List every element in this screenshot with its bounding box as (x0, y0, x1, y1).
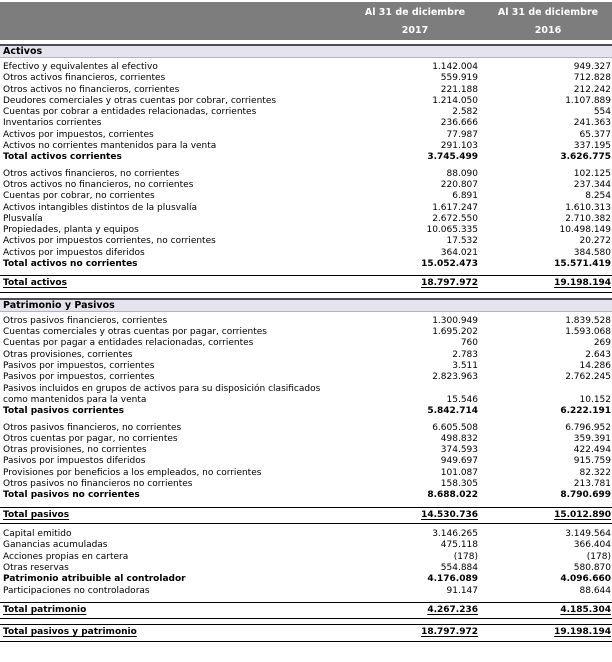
section-activos (0, 44, 612, 293)
header-col-2016-year: 2016 (534, 25, 562, 36)
value-2016: 213.781 (573, 479, 611, 489)
value-2017: 15.052.473 (421, 259, 478, 270)
row-label-line1: Pasivos incluidos en grupos de activos para su disposición clasificados (3, 383, 321, 394)
value-2017: 15.546 (446, 394, 478, 405)
table-row (0, 350, 612, 361)
row-label: Otros cuentas por pagar, no corrientes (3, 433, 178, 444)
table-row (0, 529, 612, 540)
value-2017: 760 (460, 338, 478, 349)
row-label: Patrimonio atribuible al controlador (3, 574, 186, 585)
value-2017: 498.832 (440, 433, 478, 444)
row-label: Activos no corrientes mantenidos para la venta (3, 141, 217, 152)
row-label: Total activos no corrientes (3, 259, 138, 270)
row-label: Activos por impuestos, corrientes (3, 129, 154, 140)
row-label: Otros pasivos no financieros no corrientes (3, 479, 193, 489)
row-label: Total pasivos (3, 509, 70, 520)
value-2016: 237.344 (573, 179, 611, 190)
section-title-patrimonio-y-pasivos (0, 298, 612, 312)
value-2017: 475.118 (440, 540, 478, 551)
value-2016: 2.762.245 (565, 372, 611, 383)
value-2016: 712.828 (573, 73, 611, 84)
row-label: Cuentas por cobrar, no corrientes (3, 191, 155, 202)
table-row (0, 141, 612, 152)
value-2016: 88.644 (579, 585, 611, 596)
value-2016: 19.198.194 (554, 278, 611, 289)
row-label: Otras provisiones, no corrientes (3, 445, 147, 456)
row-label: Otros pasivos financieros, corrientes (3, 315, 168, 326)
value-2017: 18.797.972 (421, 278, 478, 289)
row-label: Provisiones por beneficios a los empleados, no corrientes (3, 467, 262, 478)
value-2016: 10.152 (579, 394, 611, 405)
value-2016: 1.593.068 (565, 327, 611, 338)
row-label: Acciones propias en cartera (3, 551, 129, 562)
table-row (0, 316, 612, 327)
row-label: Total activos corrientes (3, 152, 122, 163)
row-group (0, 507, 612, 525)
section-patrimonio-y-pasivos (0, 298, 612, 642)
value-2016: 3.149.564 (565, 529, 611, 540)
row-label: Pasivos por impuestos, corrientes (3, 372, 155, 383)
row-label: Participaciones no controladoras (3, 585, 150, 596)
table-row (0, 574, 612, 585)
header-col-2016-caption: Al 31 de diciembre (497, 7, 599, 18)
table-row (0, 468, 612, 479)
value-2016: 14.286 (579, 361, 611, 372)
value-2016: (178) (586, 551, 611, 562)
value-2017: 364.021 (440, 247, 478, 258)
row-group (0, 316, 612, 418)
section-title-label: Activos (3, 46, 43, 57)
row-group (0, 275, 612, 293)
value-2017: 3.745.499 (427, 152, 478, 163)
value-2016: 102.125 (573, 168, 611, 179)
row-group (0, 529, 612, 597)
row-label: Pasivos por impuestos, corrientes (3, 361, 155, 372)
section-title-label: Patrimonio y Pasivos (3, 299, 115, 311)
table-row (0, 563, 612, 574)
value-2016: 554 (593, 107, 611, 118)
table-row (0, 275, 612, 293)
value-2016: 15.571.419 (554, 259, 611, 270)
value-2017: 236.666 (440, 118, 478, 129)
value-2016: 2.643 (585, 349, 611, 360)
row-label: Otros activos financieros, no corrientes (3, 168, 180, 179)
table-row (0, 327, 612, 338)
value-2017: 3.146.265 (432, 529, 478, 540)
value-2016: 20.272 (579, 236, 611, 247)
value-2017: 91.147 (446, 585, 478, 596)
value-2016: 241.363 (573, 118, 611, 129)
row-label (0, 384, 352, 407)
row-label: Otros activos no financieros, no corrientes (3, 179, 194, 190)
value-2017: 101.087 (440, 467, 478, 478)
row-label: Deudores comerciales y otras cuentas por cobrar, corrientes (3, 95, 277, 106)
value-2017: 1.300.949 (432, 315, 478, 326)
row-label-line2: como mantenidos para la venta (3, 394, 147, 405)
value-2017: 2.783 (452, 349, 478, 360)
row-label: Activos por impuestos diferidos (3, 247, 145, 258)
row-label: Total patrimonio (3, 604, 87, 615)
row-label: Plusvalía (3, 213, 43, 224)
value-2016: 384.580 (573, 247, 611, 258)
value-2017: 1.617.247 (432, 202, 478, 213)
table-row (0, 624, 612, 642)
table-row (0, 445, 612, 456)
value-2017: 2.582 (452, 107, 478, 118)
table-row (0, 479, 612, 490)
value-2016: 212.242 (573, 84, 611, 95)
table-row (0, 384, 612, 407)
table-row (0, 456, 612, 467)
value-2017: 3.511 (452, 361, 478, 372)
value-2017: 8.688.022 (427, 490, 478, 501)
value-2017: 2.672.550 (432, 213, 478, 224)
section-rows (0, 58, 612, 293)
value-2016: 422.494 (573, 445, 611, 456)
value-2016: 19.198.194 (554, 627, 611, 638)
table-row (0, 152, 612, 163)
table-row (0, 96, 612, 107)
value-2016: 6.796.952 (565, 422, 611, 433)
row-label: Total activos (3, 278, 67, 289)
table-row (0, 361, 612, 372)
header-col-2016 (485, 2, 611, 40)
value-2017: 14.530.736 (421, 509, 478, 520)
value-2017: 77.987 (446, 129, 478, 140)
row-label: Otros pasivos financieros, no corrientes (3, 422, 182, 433)
table-row (0, 602, 612, 620)
value-2016: 1.610.313 (565, 202, 611, 213)
table-header (0, 2, 612, 40)
value-2017: 88.090 (446, 168, 478, 179)
value-2016: 65.377 (579, 129, 611, 140)
header-col-2017 (352, 2, 478, 40)
value-2016: 949.327 (573, 62, 611, 72)
row-label: Total pasivos corrientes (3, 406, 124, 417)
table-row (0, 62, 612, 73)
value-2017: 5.842.714 (427, 406, 478, 417)
table-row (0, 552, 612, 563)
value-2016: 269 (593, 338, 611, 349)
table-row (0, 73, 612, 84)
value-2017: (178) (453, 551, 478, 562)
table-row (0, 107, 612, 118)
row-label: Inventarios corrientes (3, 118, 102, 129)
row-label: Propiedades, planta y equipos (3, 225, 139, 236)
value-2016: 8.790.699 (560, 490, 611, 501)
value-2016: 8.254 (585, 191, 611, 202)
value-2017: 291.103 (440, 141, 478, 152)
row-label: Capital emitido (3, 529, 72, 540)
value-2017: 1.695.202 (432, 327, 478, 338)
value-2016: 359.391 (573, 433, 611, 444)
value-2016: 915.759 (573, 456, 611, 467)
table-row (0, 130, 612, 141)
value-2017: 2.823.963 (432, 372, 478, 383)
table-row (0, 225, 612, 236)
row-label: Pasivos por impuestos diferidos (3, 456, 146, 467)
table-row (0, 423, 612, 434)
value-2016: 10.498.149 (559, 225, 611, 236)
row-label: Activos por impuestos corrientes, no corrientes (3, 236, 216, 247)
row-group (0, 62, 612, 164)
value-2016: 580.870 (573, 562, 611, 573)
section-rows (0, 312, 612, 642)
table-row (0, 118, 612, 129)
table-row (0, 248, 612, 259)
row-label: Activos intangibles distintos de la plusvalía (3, 202, 197, 213)
row-label: Otros activos no financieros, corrientes (3, 84, 180, 95)
table-row (0, 259, 612, 270)
row-group (0, 624, 612, 642)
table-row (0, 434, 612, 445)
row-group (0, 169, 612, 271)
value-2017: 6.891 (452, 191, 478, 202)
row-group (0, 602, 612, 620)
value-2017: 6.605.508 (432, 422, 478, 433)
value-2017: 559.919 (440, 73, 478, 84)
table-row (0, 586, 612, 597)
row-label: Ganancias acumuladas (3, 540, 108, 551)
header-col-2017-year: 2017 (401, 25, 429, 36)
header-col-2017-caption: Al 31 de diciembre (364, 7, 466, 18)
row-label: Total pasivos no corrientes (3, 490, 140, 501)
row-label: Efectivo y equivalentes al efectivo (3, 62, 158, 72)
row-label: Cuentas por cobrar a entidades relacionadas, corrientes (3, 107, 257, 118)
row-group (0, 423, 612, 502)
table-row (0, 169, 612, 180)
value-2017: 949.697 (440, 456, 478, 467)
row-label: Otras reservas (3, 562, 69, 573)
value-2017: 220.807 (440, 179, 478, 190)
table-row (0, 236, 612, 247)
table-row (0, 180, 612, 191)
value-2016: 1.107.889 (565, 95, 611, 106)
value-2017: 1.142.004 (432, 62, 478, 72)
row-label: Total pasivos y patrimonio (3, 627, 137, 638)
table-row (0, 372, 612, 383)
table-row (0, 540, 612, 551)
value-2016: 337.195 (573, 141, 611, 152)
value-2016: 3.626.775 (560, 152, 611, 163)
value-2017: 4.267.236 (427, 604, 478, 615)
table-row (0, 507, 612, 525)
table-row (0, 203, 612, 214)
value-2016: 15.012.890 (554, 509, 611, 520)
value-2017: 10.065.335 (426, 225, 478, 236)
table-row (0, 191, 612, 202)
row-label: Otras provisiones, corrientes (3, 349, 133, 360)
section-title-activos (0, 44, 612, 58)
value-2016: 1.839.528 (565, 315, 611, 326)
row-label: Otros activos financieros, corrientes (3, 73, 166, 84)
value-2017: 1.214.050 (432, 95, 478, 106)
value-2017: 4.176.089 (427, 574, 478, 585)
value-2016: 82.322 (579, 467, 611, 478)
table-row (0, 338, 612, 349)
value-2016: 366.404 (573, 540, 611, 551)
value-2016: 4.096.660 (560, 574, 611, 585)
value-2016: 2.710.382 (565, 213, 611, 224)
value-2017: 374.593 (440, 445, 478, 456)
value-2016: 4.185.304 (560, 604, 611, 615)
value-2017: 554.884 (440, 562, 478, 573)
value-2017: 18.797.972 (421, 627, 478, 638)
table-row (0, 214, 612, 225)
value-2017: 221.188 (440, 84, 478, 95)
value-2017: 17.532 (446, 236, 478, 247)
value-2016: 6.222.191 (560, 406, 611, 417)
row-label: Cuentas comerciales y otras cuentas por pagar, corrientes (3, 327, 267, 338)
row-label: Cuentas por pagar a entidades relacionadas, corrientes (3, 338, 254, 349)
table-row (0, 490, 612, 501)
table-row (0, 85, 612, 96)
value-2017: 158.305 (440, 479, 478, 489)
table-row (0, 406, 612, 417)
